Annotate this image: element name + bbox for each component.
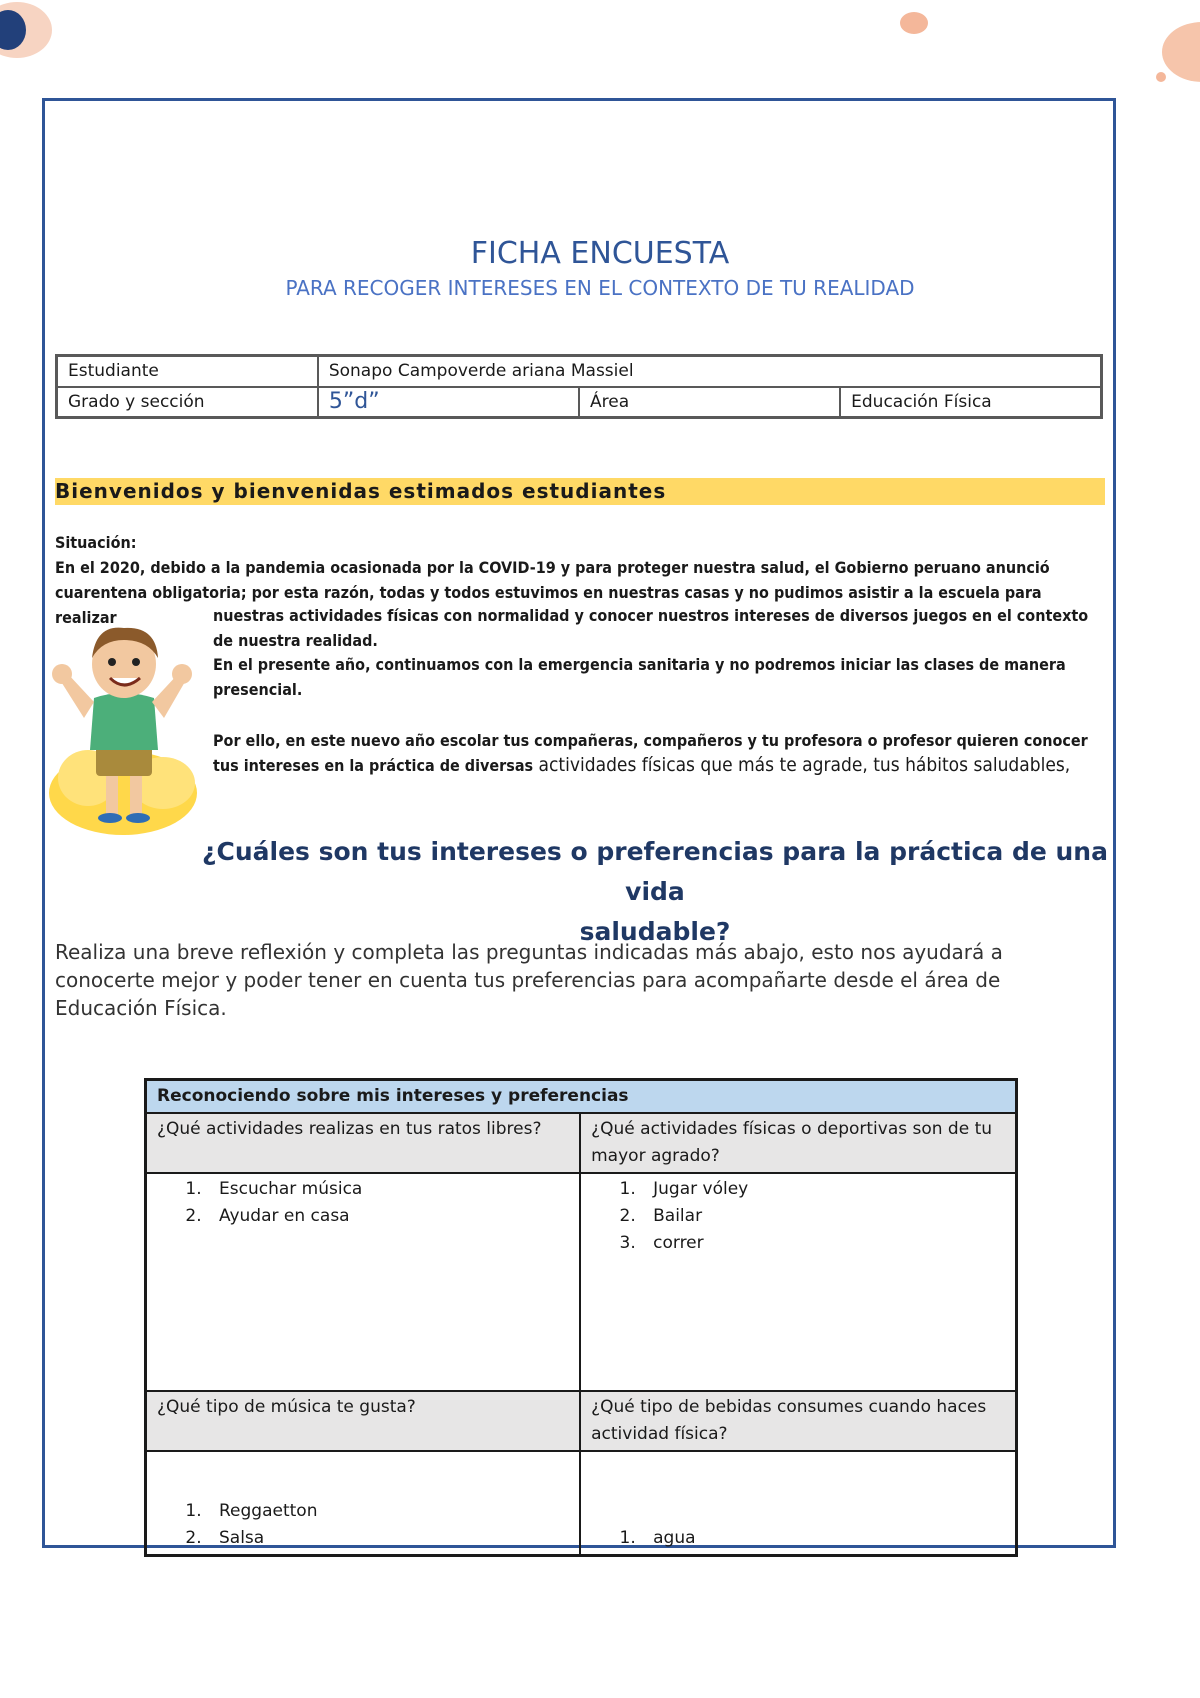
boy-illustration <box>48 618 198 838</box>
area-value: Educación Física <box>840 387 1101 418</box>
main-question <box>0 832 1200 952</box>
grade-value: 5”d” <box>318 387 579 418</box>
decoration-circle <box>1162 22 1200 82</box>
list-item: 3. correr <box>641 1230 1005 1257</box>
situation-paragraph: En el 2020, debido a la pandemia ocasionada por la COVID-19 y para proteger nuestra salud, el Gobierno peruano anunció cuarentena obligatoria; por esta razón, todas y todos estuvimos en nuestras casas y no pudimos asistir a la escuela para realizar <box>55 558 1050 627</box>
decoration-circle <box>900 12 928 34</box>
student-info-table <box>55 354 1103 419</box>
list-item: 1. Reggaetton <box>207 1498 569 1525</box>
answer-list <box>157 1498 569 1552</box>
question-line: saludable? <box>579 917 731 946</box>
table-heading: Reconociendo sobre mis intereses y preferencias <box>146 1080 1017 1114</box>
situation-bold-text: Por ello, en este nuevo año escolar tus compañeras, compañeros y tu profesora o profesor quieren conocer tus intereses en la práctica de diversas <box>213 731 1088 775</box>
situation-label: Situación: <box>55 533 137 552</box>
list-item: 1. agua <box>641 1525 1005 1552</box>
situation-paragraph: nuestras actividades físicas con normalidad y conocer nuestros intereses de diversos juegos en el contexto de nuestra realidad. <box>213 606 1089 650</box>
grade-label: Grado y sección <box>57 387 318 418</box>
list-item: 1. Jugar vóley <box>641 1176 1005 1203</box>
reflection-text: Realiza una breve reflexión y completa las preguntas indicadas más abajo, esto nos ayudará a conocerte mejor y poder tener en cuenta tus preferencias para acompañarte desde el área de Educación Física. <box>55 940 1003 1020</box>
page-subtitle: PARA RECOGER INTERESES EN EL CONTEXTO DE TU REALIDAD <box>285 276 915 300</box>
preferences-table <box>144 1078 1018 1557</box>
page-title: FICHA ENCUESTA <box>470 236 730 271</box>
list-item: 1. Escuchar música <box>207 1176 569 1203</box>
situation-paragraph: En el presente año, continuamos con la emergencia sanitaria y no podremos iniciar las clases de manera presencial. <box>213 655 1066 699</box>
answer-cell[interactable] <box>146 1451 581 1556</box>
decoration-circle <box>1156 72 1166 82</box>
answer-list <box>591 1525 1005 1552</box>
answer-list <box>157 1176 569 1230</box>
student-label: Estudiante <box>57 356 318 387</box>
question-cell: ¿Qué tipo de música te gusta? <box>146 1391 581 1451</box>
answer-cell[interactable] <box>580 1451 1016 1556</box>
student-value: Sonapo Campoverde ariana Massiel <box>318 356 1102 387</box>
area-label: Área <box>579 387 840 418</box>
question-line: ¿Cuáles son tus intereses o preferencias para la práctica de una vida <box>202 837 1108 906</box>
situation-normal-text: actividades físicas que más te agrade, tus hábitos saludables, <box>533 754 1071 776</box>
answer-cell[interactable] <box>580 1173 1016 1391</box>
list-item: 2. Ayudar en casa <box>207 1203 569 1230</box>
list-item: 2. Bailar <box>641 1203 1005 1230</box>
situation-paragraph <box>213 728 1103 778</box>
answer-list <box>591 1176 1005 1257</box>
question-cell: ¿Qué actividades físicas o deportivas son de tu mayor agrado? <box>580 1113 1016 1173</box>
welcome-banner: Bienvenidos y bienvenidas estimados estudiantes <box>55 478 1105 505</box>
answer-cell[interactable] <box>146 1173 581 1391</box>
question-cell: ¿Qué tipo de bebidas consumes cuando haces actividad física? <box>580 1391 1016 1451</box>
question-cell: ¿Qué actividades realizas en tus ratos libres? <box>146 1113 581 1173</box>
list-item: 2. Salsa <box>207 1525 569 1552</box>
